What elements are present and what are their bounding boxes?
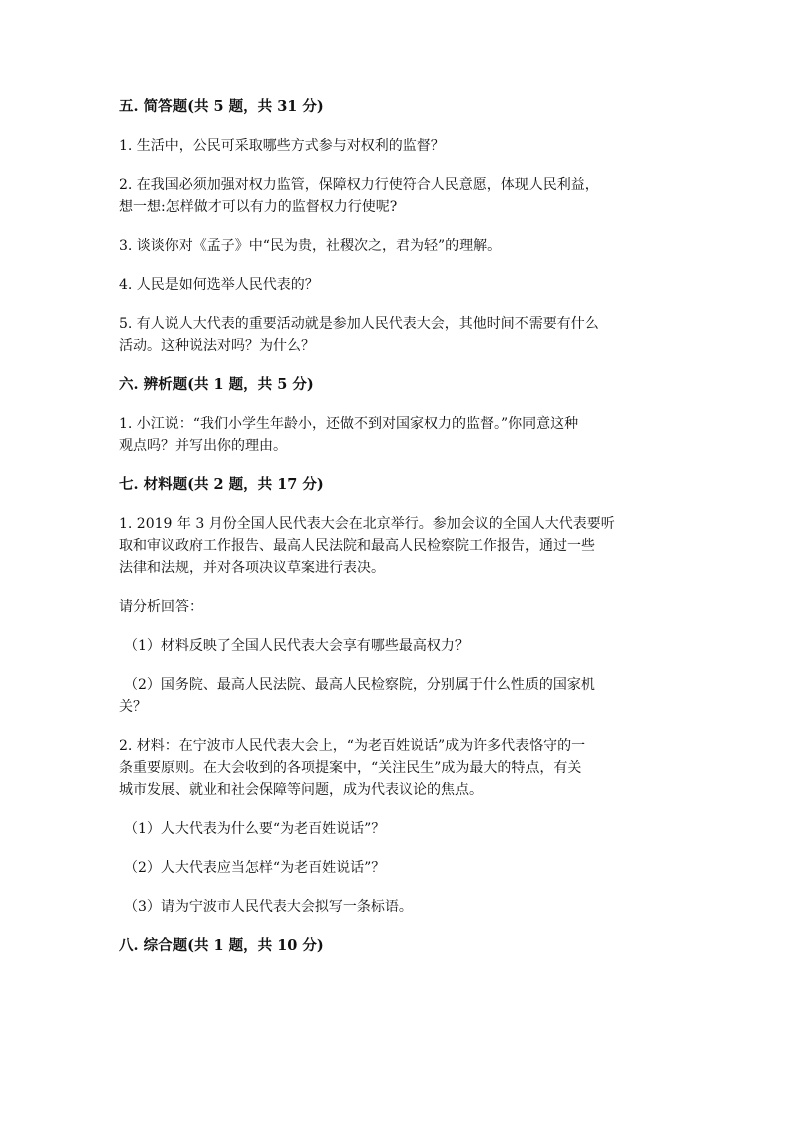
question-7-2-line-1: 2. 材料：在宁波市人民代表大会上，“为老百姓说话”成为许多代表恪守的一 <box>119 738 586 754</box>
section-heading-7: 七. 材料题(共 2 题，共 17 分) <box>119 476 324 493</box>
question-7-2-sub-2: （2）人大代表应当怎样“为老百姓说话”？ <box>124 860 386 876</box>
question-7-2-sub-1: （1）人大代表为什么要“为老百姓说话”？ <box>124 821 386 837</box>
question-7-1-line-2: 取和审议政府工作报告、最高人民法院和最高人民检察院工作报告，通过一些 <box>119 538 595 554</box>
question-7-2-line-3: 城市发展、就业和社会保障等问题，成为代表议论的焦点。 <box>119 782 483 798</box>
question-7-2-sub-3: （3）请为宁波市人民代表大会拟写一条标语。 <box>124 899 413 915</box>
question-6-1-line-2: 观点吗？并写出你的理由。 <box>119 438 287 454</box>
question-6-1-line-1: 1. 小江说：“我们小学生年龄小，还做不到对国家权力的监督。”你同意这种 <box>119 416 579 432</box>
question-5-5-line-2: 活动。这种说法对吗？为什么？ <box>119 338 315 354</box>
question-5-2-line-1: 2. 在我国必须加强对权力监管，保障权力行使符合人民意愿，体现人民利益， <box>119 177 599 193</box>
question-7-1-sub-2-line-1: （2）国务院、最高人民法院、最高人民检察院，分别属于什么性质的国家机 <box>124 677 595 693</box>
question-5-2-line-2: 想一想:怎样做才可以有力的监督权力行使呢? <box>119 199 398 215</box>
section-heading-6: 六. 辨析题(共 1 题，共 5 分) <box>119 376 314 393</box>
question-5-3: 3. 谈谈你对《孟子》中“民为贵，社稷次之，君为轻”的理解。 <box>119 238 502 254</box>
question-7-1-sub-1: （1）材料反映了全国人民代表大会享有哪些最高权力？ <box>124 638 469 654</box>
question-5-4: 4. 人民是如何选举人民代表的？ <box>119 277 319 293</box>
question-7-1-line-1: 1. 2019 年 3 月份全国人民代表大会在北京举行。参加会议的全国人大代表要听 <box>119 516 615 532</box>
section-heading-5: 五. 简答题(共 5 题，共 31 分) <box>119 98 324 115</box>
question-7-1-sub-2-line-2: 关？ <box>119 699 147 715</box>
question-7-2-line-2: 条重要原则。在大会收到的各项提案中，“关注民生”成为最大的特点，有关 <box>119 760 582 776</box>
question-5-5-line-1: 5. 有人说人大代表的重要活动就是参加人民代表大会，其他时间不需要有什么 <box>119 316 599 332</box>
question-7-1-prompt: 请分析回答： <box>119 599 203 615</box>
section-heading-8: 八. 综合题(共 1 题，共 10 分) <box>119 937 324 954</box>
question-7-1-line-3: 法律和法规，并对各项决议草案进行表决。 <box>119 560 385 576</box>
question-5-1: 1. 生活中，公民可采取哪些方式参与对权利的监督？ <box>119 138 445 154</box>
